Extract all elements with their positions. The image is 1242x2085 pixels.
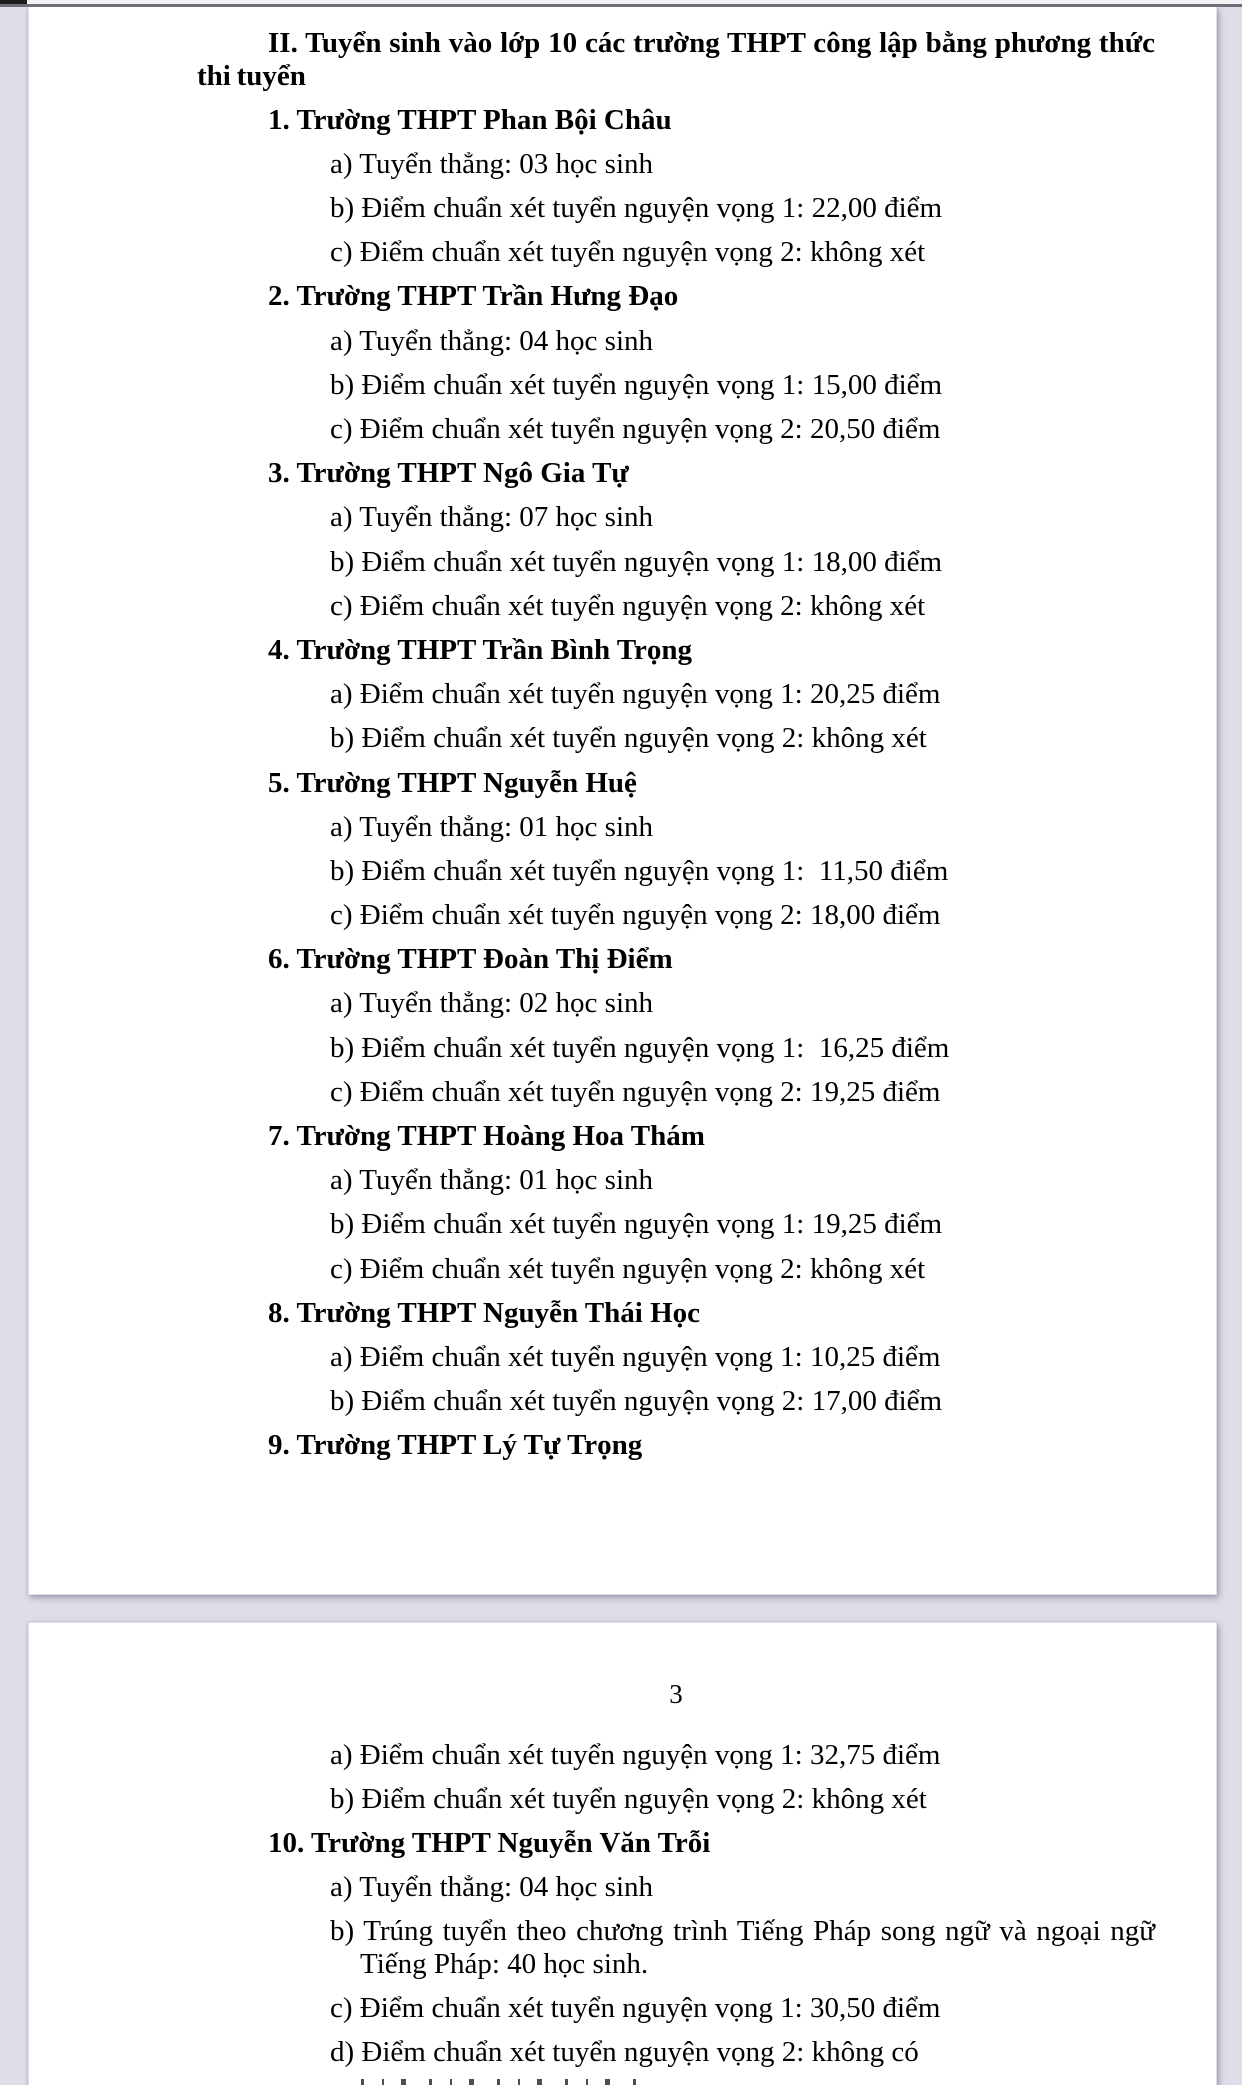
section-heading: II. Tuyển sinh vào lớp 10 các trường THPT công lập bằng phương thức thi tuyển [197,27,1155,92]
list-item: c) Điểm chuẩn xét tuyển nguyện vọng 1: 30,50 điểm [330,1991,941,2024]
list-item: b) Trúng tuyển theo chương trình Tiếng Pháp song ngữ và ngoại ngữ Tiếng Pháp: 40 học sinh. [330,1915,1155,1980]
list-item: a) Điểm chuẩn xét tuyển nguyện vọng 1: 10,25 điểm [330,1340,941,1373]
list-item: a) Tuyển thẳng: 04 học sinh [330,1871,654,1904]
page-lower-text [197,1678,1155,2069]
page-number: 3 [669,1679,683,1709]
top-chrome-divider [0,4,1242,7]
list-item: b) Điểm chuẩn xét tuyển nguyện vọng 2: không xét [330,722,927,755]
list-item: b) Điểm chuẩn xét tuyển nguyện vọng 1: 11,50 điểm [330,854,949,887]
clipped-text-fragment [361,2079,643,2085]
top-chrome-corner [0,0,27,4]
list-item: b) Điểm chuẩn xét tuyển nguyện vọng 1: 15,00 điểm [330,368,943,401]
list-item: b) Điểm chuẩn xét tuyển nguyện vọng 2: không xét [330,1782,927,1815]
school-heading: 4. Trường THPT Trần Bình Trọng [268,633,693,666]
school-heading: 8. Trường THPT Nguyễn Thái Học [268,1296,701,1329]
list-item: c) Điểm chuẩn xét tuyển nguyện vọng 2: 19,25 điểm [330,1075,941,1108]
list-item: c) Điểm chuẩn xét tuyển nguyện vọng 2: không xét [330,589,926,622]
list-item: b) Điểm chuẩn xét tuyển nguyện vọng 1: 19,25 điểm [330,1208,943,1241]
list-item: a) Tuyển thẳng: 03 học sinh [330,147,654,180]
list-item: a) Tuyển thẳng: 01 học sinh [330,810,654,843]
list-item: c) Điểm chuẩn xét tuyển nguyện vọng 2: 20,50 điểm [330,413,941,445]
list-item: a) Tuyển thẳng: 02 học sinh [330,987,654,1020]
list-item: a) Tuyển thẳng: 04 học sinh [330,324,654,357]
list-item: a) Điểm chuẩn xét tuyển nguyện vọng 1: 32,75 điểm [330,1738,941,1771]
list-item: b) Điểm chuẩn xét tuyển nguyện vọng 2: 17,00 điểm [330,1385,943,1418]
school-heading: 10. Trường THPT Nguyễn Văn Trỗi [268,1826,711,1859]
list-item: b) Điểm chuẩn xét tuyển nguyện vọng 1: 18,00 điểm [330,545,943,578]
list-item: b) Điểm chuẩn xét tuyển nguyện vọng 1: 22,00 điểm [330,192,943,225]
list-item: d) Điểm chuẩn xét tuyển nguyện vọng 2: không có [330,2036,919,2069]
list-item: a) Tuyển thẳng: 01 học sinh [330,1164,654,1197]
school-heading: 6. Trường THPT Đoàn Thị Điểm [268,943,673,976]
school-heading: 2. Trường THPT Trần Hưng Đạo [268,280,679,313]
school-heading: 5. Trường THPT Nguyễn Huệ [268,766,637,799]
school-heading: 7. Trường THPT Hoàng Hoa Thám [268,1120,705,1152]
list-item: c) Điểm chuẩn xét tuyển nguyện vọng 2: không xét [330,236,926,269]
document-page-upper [28,7,1217,1595]
school-heading: 9. Trường THPT Lý Tự Trọng [268,1429,643,1462]
list-item: b) Điểm chuẩn xét tuyển nguyện vọng 1: 16,25 điểm [330,1031,950,1064]
list-item: a) Tuyển thẳng: 07 học sinh [330,501,654,534]
school-heading: 1. Trường THPT Phan Bội Châu [268,103,672,136]
school-heading: 3. Trường THPT Ngô Gia Tự [268,457,629,490]
list-item: a) Điểm chuẩn xét tuyển nguyện vọng 1: 20,25 điểm [330,678,941,711]
list-item: c) Điểm chuẩn xét tuyển nguyện vọng 2: 18,00 điểm [330,899,941,932]
page-upper-text [197,27,1155,1462]
list-item: c) Điểm chuẩn xét tuyển nguyện vọng 2: không xét [330,1252,926,1285]
document-page-lower [28,1622,1217,2085]
